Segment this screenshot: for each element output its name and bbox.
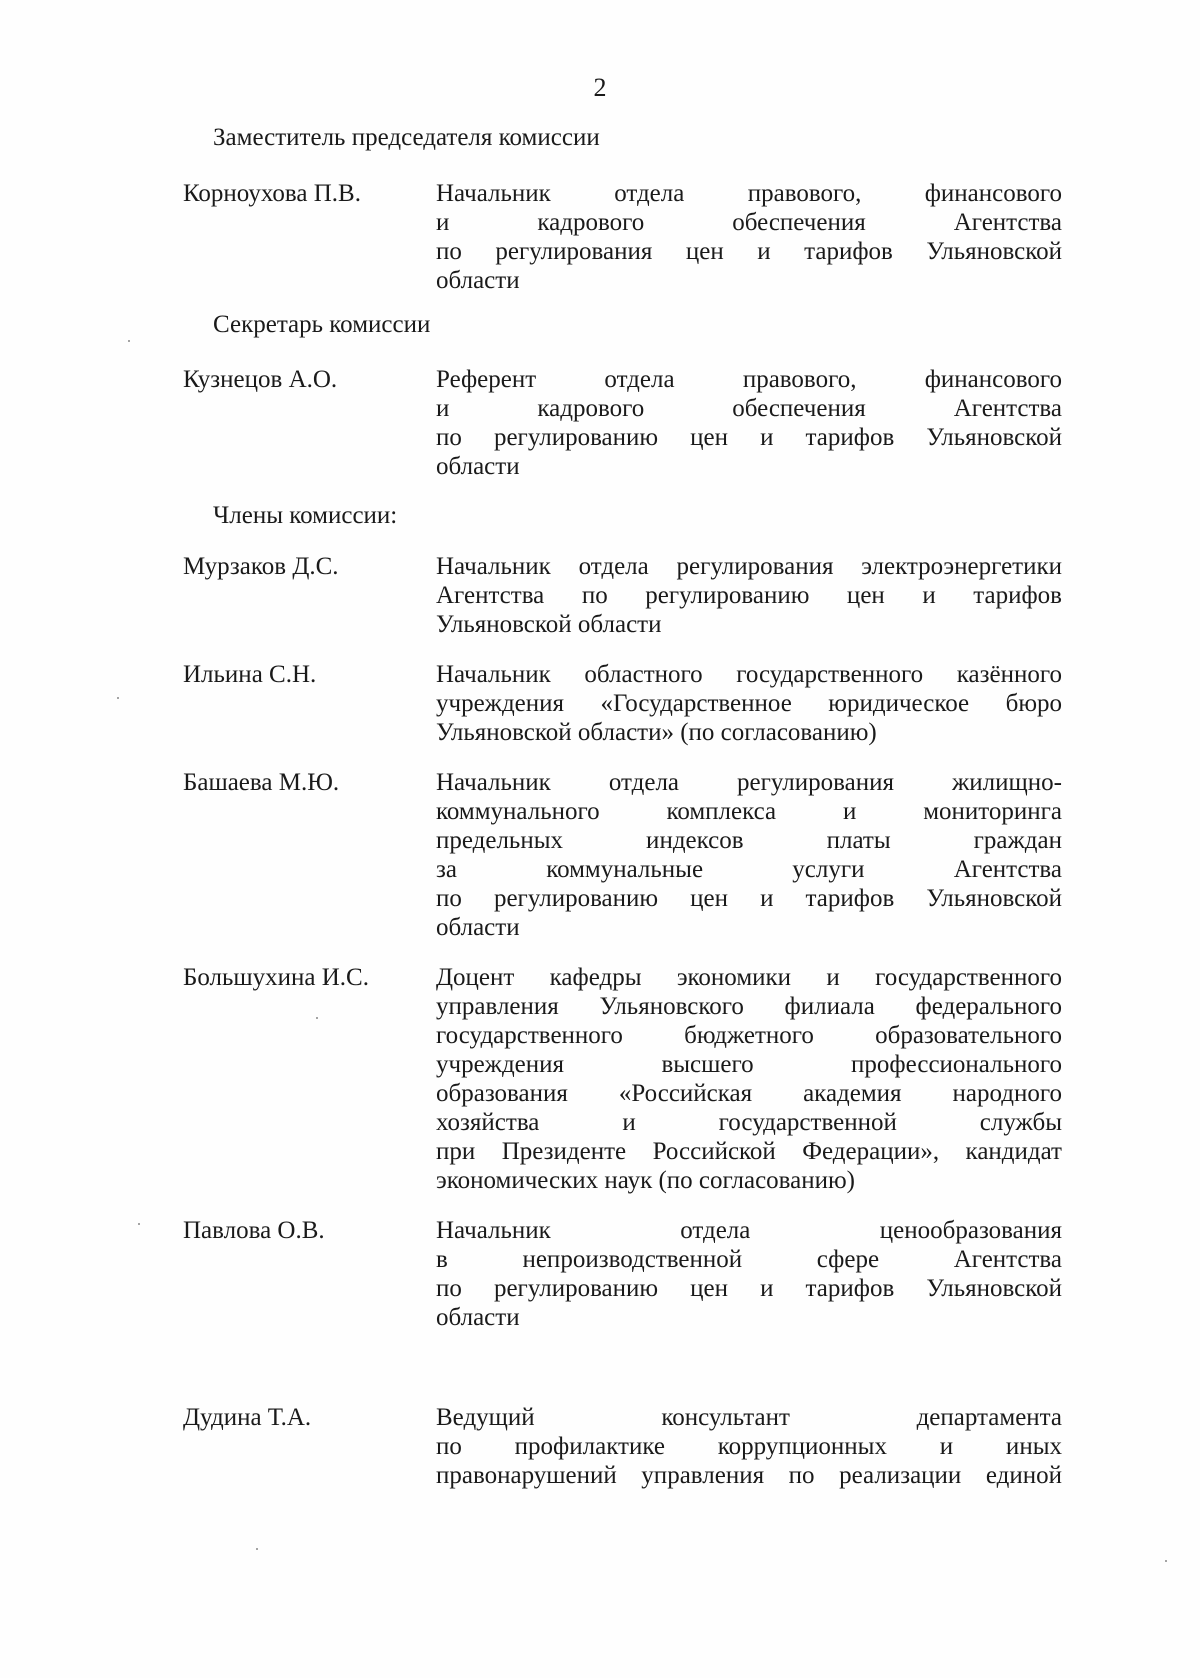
member-name: Ильина С.Н. <box>183 661 317 688</box>
position-line: Референт отдела правового, финансового <box>436 366 1062 393</box>
position-line: Начальник областного государственного казённого <box>436 661 1062 688</box>
member-name: Большухина И.С. <box>183 964 369 991</box>
scan-speck <box>316 1017 318 1019</box>
member-position <box>436 179 1062 295</box>
position-line: хозяйства и государственной службы <box>436 1109 1062 1136</box>
member-position <box>436 1403 1062 1490</box>
position-line: Ульяновской области» (по согласованию) <box>436 719 877 746</box>
position-line: правонарушений управления по реализации единой <box>436 1462 1062 1489</box>
position-line: учреждения высшего профессионального <box>436 1051 1062 1078</box>
position-line: Начальник отдела ценообразования <box>436 1217 1062 1244</box>
member-position <box>436 1216 1062 1332</box>
member-name: Павлова О.В. <box>183 1217 325 1244</box>
position-line: Начальник отдела регулирования жилищно- <box>436 769 1062 796</box>
position-line: Агентства по регулированию цен и тарифов <box>436 582 1062 609</box>
position-line: Ведущий консультант департамента <box>436 1404 1062 1431</box>
member-name: Мурзаков Д.С. <box>183 553 339 580</box>
heading-secretary: Секретарь комиссии <box>213 311 431 338</box>
scan-speck <box>256 1548 258 1550</box>
position-line: экономических наук (по согласованию) <box>436 1167 856 1194</box>
position-line: управления Ульяновского филиала федерального <box>436 993 1062 1020</box>
member-position <box>436 365 1062 481</box>
scan-speck <box>1165 1560 1167 1562</box>
member-name: Кузнецов А.О. <box>183 366 338 393</box>
position-line: государственного бюджетного образовательного <box>436 1022 1062 1049</box>
position-line: по профилактике коррупционных и иных <box>436 1433 1062 1460</box>
position-line: Начальник отдела правового, финансового <box>436 180 1062 207</box>
heading-members: Члены комиссии: <box>213 502 398 529</box>
member-name: Дудина Т.А. <box>183 1404 312 1431</box>
member-position <box>436 660 1062 747</box>
position-line: при Президенте Российской Федерации», кандидат <box>436 1138 1062 1165</box>
member-position <box>436 552 1062 639</box>
position-line: области <box>436 453 520 480</box>
position-line: по регулированию цен и тарифов Ульяновской <box>436 1275 1062 1302</box>
position-line: и кадрового обеспечения Агентства <box>436 395 1062 422</box>
position-line: по регулированию цен и тарифов Ульяновской <box>436 885 1062 912</box>
position-line: по регулированию цен и тарифов Ульяновской <box>436 424 1062 451</box>
position-line: за коммунальные услуги Агентства <box>436 856 1062 883</box>
position-line: Ульяновской области <box>436 611 662 638</box>
scan-speck <box>117 697 119 699</box>
position-line: Начальник отдела регулирования электроэнергетики <box>436 553 1062 580</box>
position-line: коммунального комплекса и мониторинга <box>436 798 1062 825</box>
scan-speck <box>128 340 130 342</box>
heading-deputy-chair: Заместитель председателя комиссии <box>213 124 600 151</box>
position-line: области <box>436 267 520 294</box>
member-name: Башаева М.Ю. <box>183 769 340 796</box>
member-name: Корноухова П.В. <box>183 180 361 207</box>
position-line: учреждения «Государственное юридическое бюро <box>436 690 1062 717</box>
position-line: по регулирования цен и тарифов Ульяновской <box>436 238 1062 265</box>
member-position <box>436 963 1062 1195</box>
position-line: и кадрового обеспечения Агентства <box>436 209 1062 236</box>
position-line: Доцент кафедры экономики и государственного <box>436 964 1062 991</box>
position-line: в непроизводственной сфере Агентства <box>436 1246 1062 1273</box>
member-position <box>436 768 1062 942</box>
page-number: 2 <box>593 73 607 102</box>
position-line: области <box>436 914 520 941</box>
position-line: области <box>436 1304 520 1331</box>
scan-speck <box>138 1223 140 1225</box>
position-line: образования «Российская академия народного <box>436 1080 1062 1107</box>
position-line: предельных индексов платы граждан <box>436 827 1062 854</box>
